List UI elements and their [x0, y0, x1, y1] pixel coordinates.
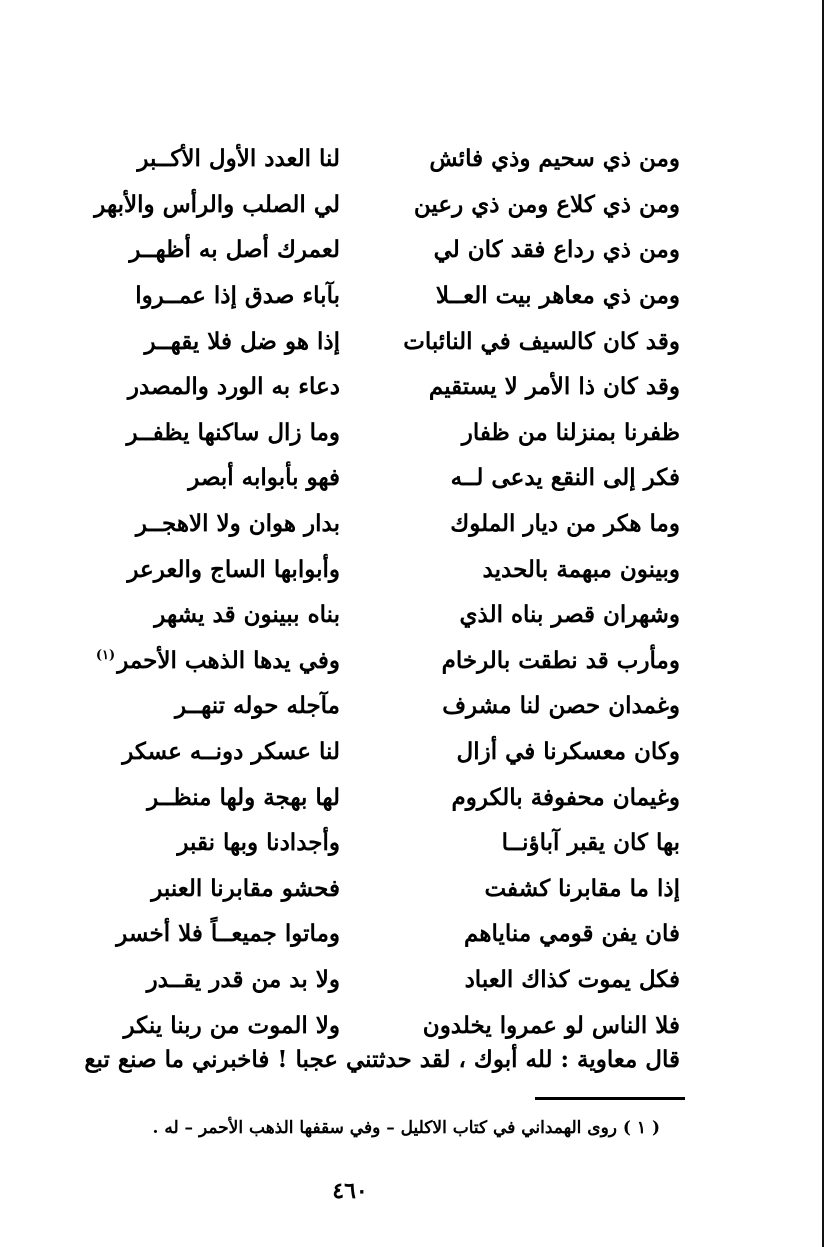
verse-line	[40, 273, 680, 319]
verse-line	[40, 774, 680, 820]
verse-second-hemistich	[40, 236, 340, 264]
verse-second-text: بدار هوان ولا الاهجــر	[135, 510, 340, 538]
verse-second-hemistich	[40, 601, 340, 629]
verse-second-text: إذا هو ضل فلا يقهــر	[144, 327, 340, 355]
verse-second-text: فهو بأبوابه أبصر	[188, 464, 340, 492]
verse-first-hemistich: ومن ذي سحيم وذي فائش	[429, 145, 680, 173]
verse-line	[40, 638, 680, 684]
verse-line	[40, 957, 680, 1003]
verse-second-text: لنا عسكر دونــه عسكر	[122, 738, 340, 766]
verse-first-hemistich: فكل يموت كذاك العباد	[464, 965, 680, 993]
verse-second-hemistich	[40, 418, 340, 446]
verse-second-hemistich	[40, 282, 340, 310]
poem	[40, 136, 680, 1048]
verse-second-hemistich	[40, 738, 340, 766]
verse-second-hemistich	[40, 829, 340, 857]
verse-second-text: وماتوا جميعــاً فلا أخسر	[116, 920, 340, 948]
verse-line	[40, 1002, 680, 1048]
verse-second-hemistich	[40, 464, 340, 492]
verse-first-hemistich: وقد كان كالسيف في النائبات	[403, 327, 680, 355]
verse-first-hemistich: ومن ذي معاهر بيت العــلا	[435, 282, 680, 310]
verse-line	[40, 683, 680, 729]
verse-second-text: ولا بد من قدر يقــدر	[146, 965, 340, 993]
verse-second-text: لنا العدد الأول الأكــبر	[137, 145, 340, 173]
verse-first-hemistich: وكان معسكرنا في أزال	[456, 738, 680, 766]
verse-first-hemistich: ومن ذي رداع فقد كان لي	[433, 236, 680, 264]
verse-second-hemistich	[40, 874, 340, 902]
page-edge-line	[822, 0, 824, 1247]
verse-second-hemistich	[40, 555, 340, 583]
verse-second-hemistich	[40, 327, 340, 355]
footnote: ( ١ ) روى الهمداني في كتاب الاكليل – وفي سقفها الذهب الأحمر – له .	[152, 1118, 660, 1138]
verse-line	[40, 318, 680, 364]
verse-second-text: ولا الموت من ربنا ينكر	[123, 1011, 340, 1039]
verse-second-text: لي الصلب والرأس والأبهر	[94, 190, 340, 218]
verse-second-hemistich	[40, 646, 340, 674]
verse-second-text: دعاء به الورد والمصدر	[127, 373, 340, 401]
verse-first-hemistich: وغيمان محفوفة بالكروم	[451, 783, 680, 811]
verse-second-hemistich	[40, 783, 340, 811]
verse-first-hemistich: بها كان يقبر آباؤنــا	[501, 829, 680, 857]
verse-first-hemistich: وبينون مبهمة بالحديد	[482, 555, 680, 583]
verse-second-text: وأجدادنا وبها نقبر	[177, 829, 340, 857]
verse-second-hemistich	[40, 373, 340, 401]
footnote-reference: (١)	[95, 648, 116, 664]
verse-line	[40, 546, 680, 592]
verse-second-text: فحشو مقابرنا العنبر	[151, 874, 340, 902]
verse-second-text: وما زال ساكنها يظفــر	[126, 418, 340, 446]
verse-first-hemistich: فان يفن قومي مناياهم	[464, 920, 680, 948]
verse-second-text: مآجله حوله تنهــر	[174, 692, 340, 720]
verse-second-hemistich	[40, 965, 340, 993]
verse-second-text: وفي يدها الذهب الأحمر	[117, 646, 340, 674]
verse-second-text: وأبوابها الساج والعرعر	[127, 555, 340, 583]
verse-first-hemistich: إذا ما مقابرنا كشفت	[484, 874, 680, 902]
verse-line	[40, 136, 680, 182]
verse-first-hemistich: فكر إلى النقع يدعى لــه	[450, 464, 680, 492]
verse-first-hemistich: وشهران قصر بناه الذي	[459, 601, 680, 629]
verse-second-hemistich	[40, 190, 340, 218]
verse-line	[40, 501, 680, 547]
verse-line	[40, 820, 680, 866]
verse-second-text: لها بهجة ولها منظــر	[147, 783, 340, 811]
verse-line	[40, 364, 680, 410]
verse-first-hemistich: ظفرنا بمنزلنا من ظفار	[461, 418, 680, 446]
verse-second-text: بآباء صدق إذا عمــروا	[135, 282, 340, 310]
verse-line	[40, 182, 680, 228]
verse-first-hemistich: فلا الناس لو عمروا يخلدون	[422, 1011, 680, 1039]
verse-line	[40, 911, 680, 957]
verse-first-hemistich: وغمدان حصن لنا مشرف	[442, 692, 680, 720]
verse-second-hemistich	[40, 692, 340, 720]
verse-first-hemistich: وقد كان ذا الأمر لا يستقيم	[428, 373, 680, 401]
verse-second-text: لعمرك أصل به أظهــر	[129, 236, 340, 264]
footnote-separator	[535, 1097, 685, 1100]
verse-line	[40, 729, 680, 775]
verse-line	[40, 592, 680, 638]
page-number: ٤٦٠	[332, 1178, 368, 1204]
verse-line	[40, 866, 680, 912]
verse-first-hemistich: ومأرب قد نطقت بالرخام	[441, 646, 680, 674]
verse-second-hemistich	[40, 510, 340, 538]
verse-second-hemistich	[40, 1011, 340, 1039]
verse-line	[40, 227, 680, 273]
verse-first-hemistich: ومن ذي كلاع ومن ذي رعين	[413, 190, 680, 218]
prose-paragraph: قال معاوية : لله أبوك ، لقد حدثتني عجبا ! فاخبرني ما صنع تبع	[84, 1046, 680, 1073]
verse-line	[40, 455, 680, 501]
verse-second-text: بناه ببينون قد يشهر	[154, 601, 340, 629]
verse-second-hemistich	[40, 145, 340, 173]
verse-second-hemistich	[40, 920, 340, 948]
verse-first-hemistich: وما هكر من ديار الملوك	[450, 510, 680, 538]
verse-line	[40, 410, 680, 456]
